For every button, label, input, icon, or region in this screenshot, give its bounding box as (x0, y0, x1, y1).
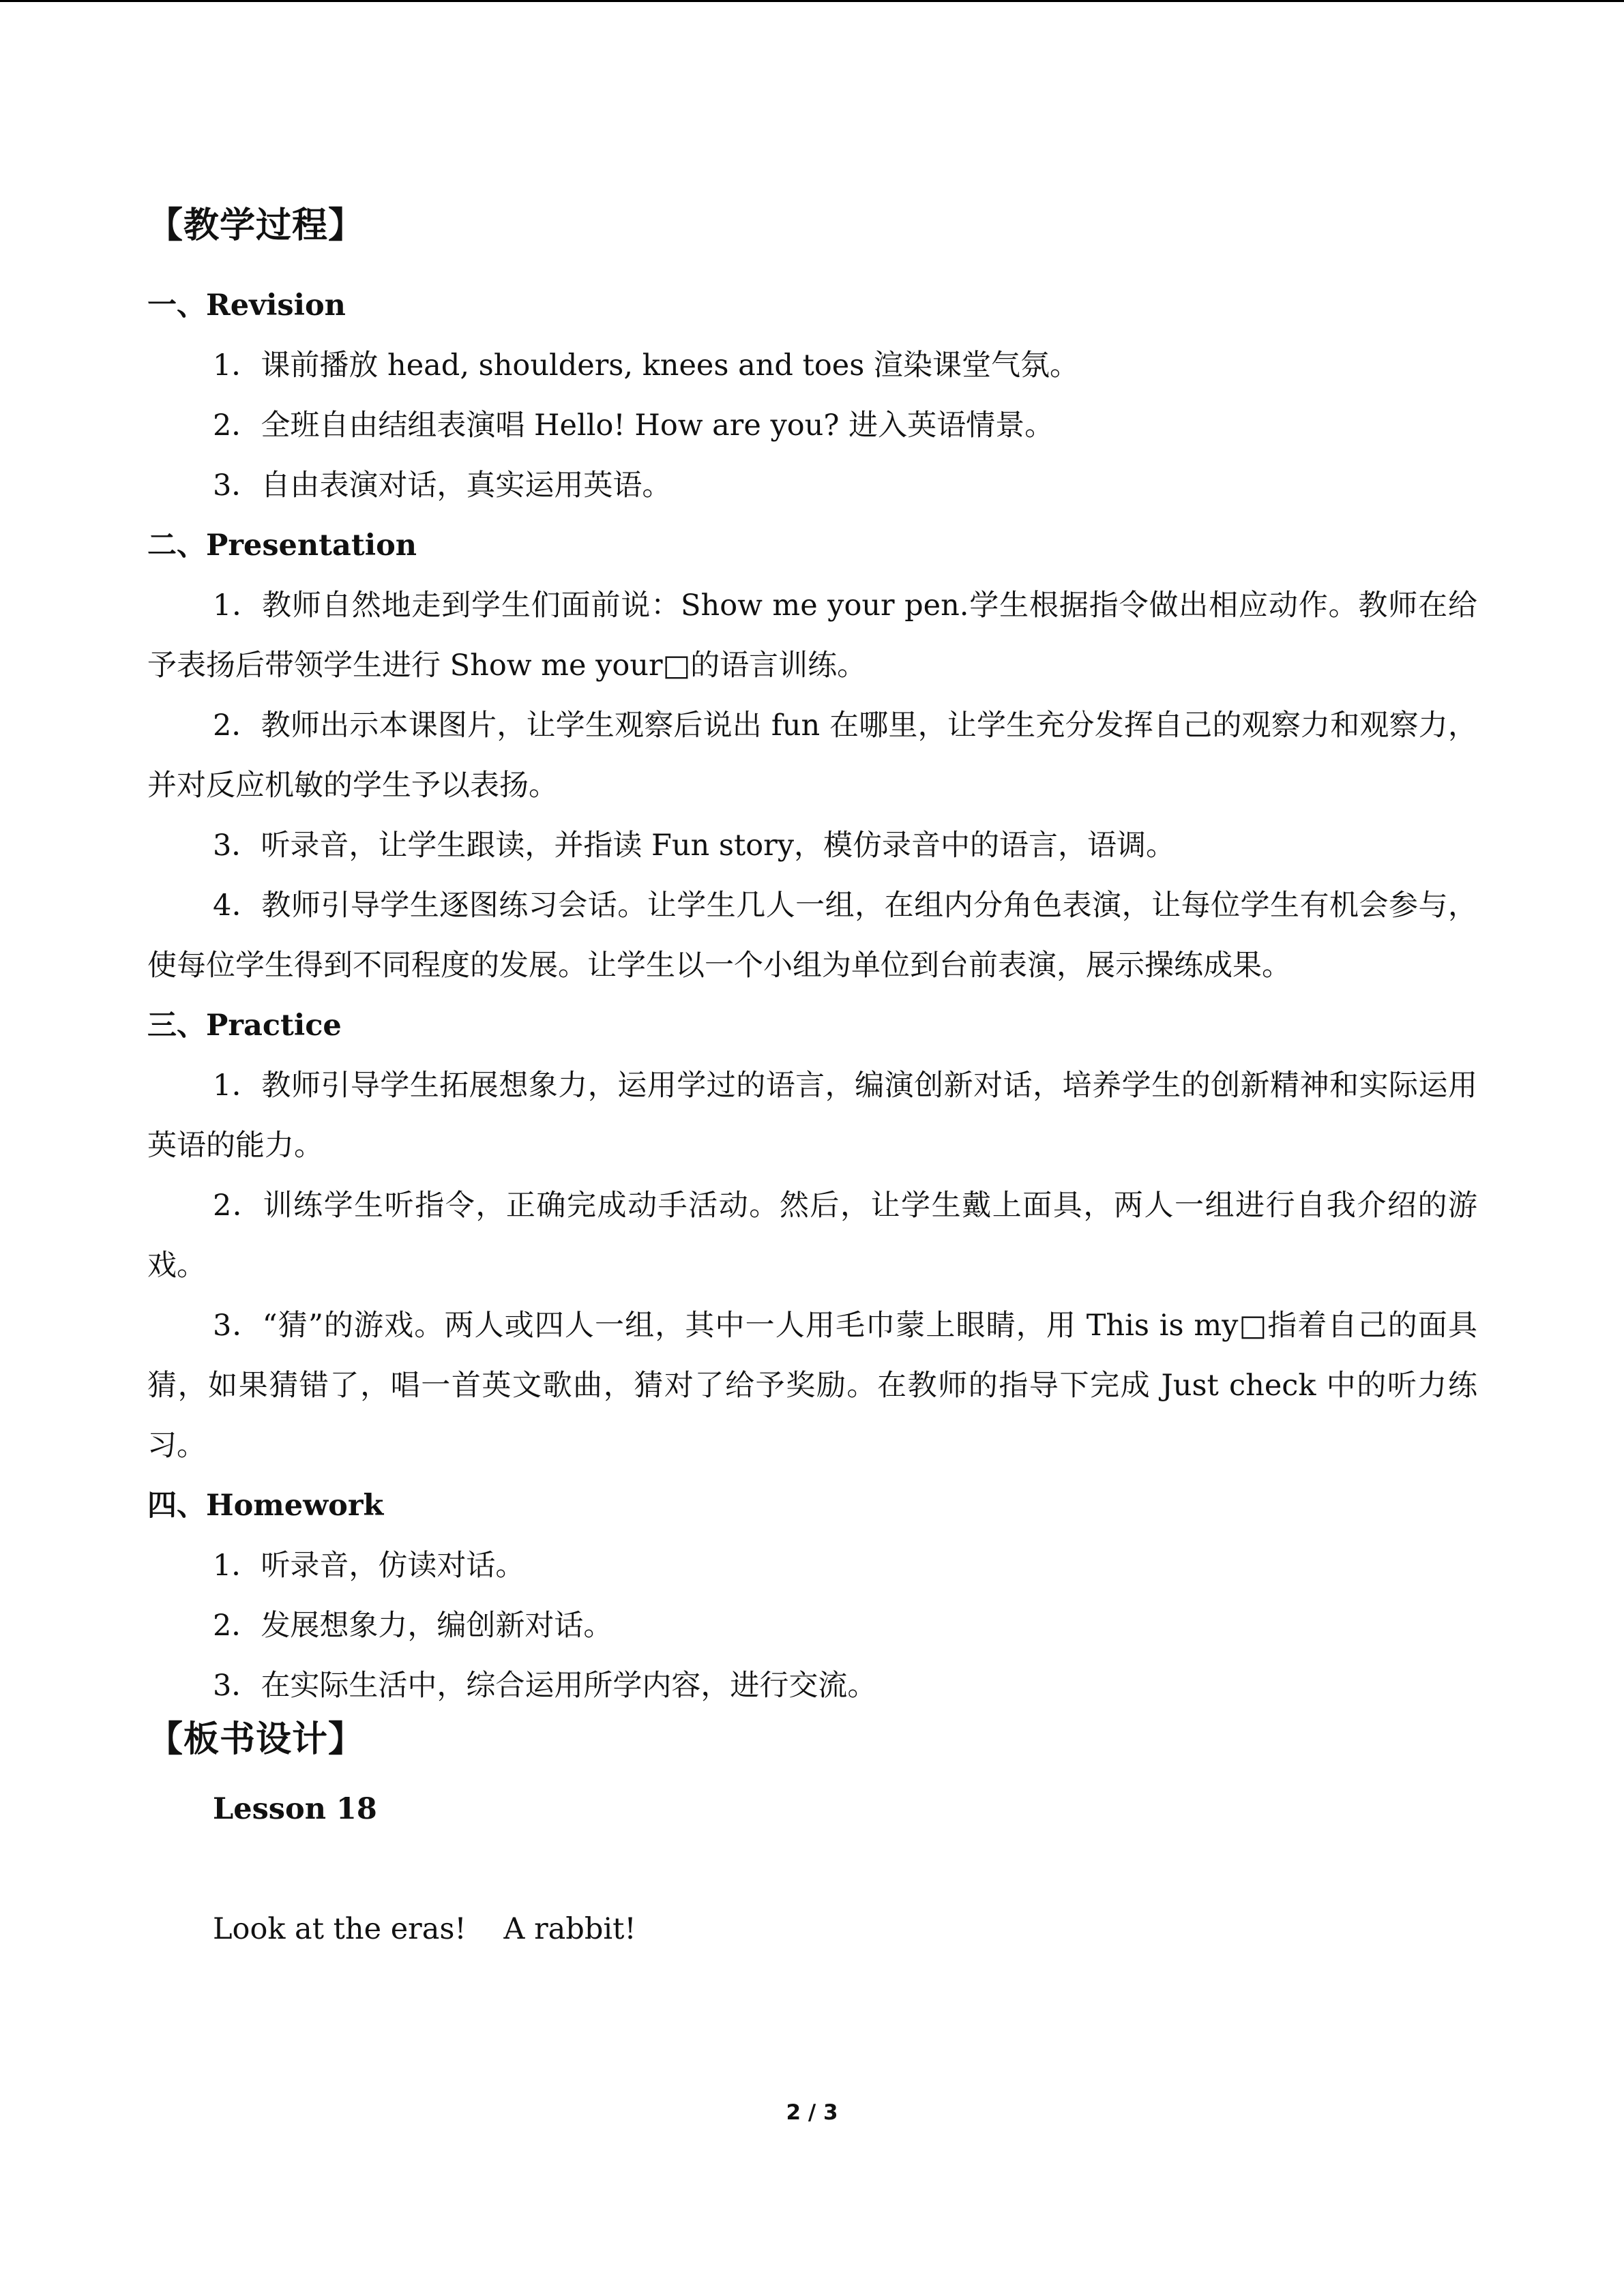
board-lesson-title: Lesson 18 (213, 1791, 377, 1826)
list-item: 2．发展想象力，编创新对话。 (213, 1609, 613, 1643)
list-item: 1．课前播放 head, shoulders, knees and toes 渲染课堂气氛。 (213, 348, 1079, 383)
section-practice (147, 996, 1477, 1476)
section-title: 二、Presentation (147, 528, 417, 563)
list-item: 3．在实际生活中，综合运用所学内容，进行交流。 (213, 1669, 877, 1703)
spacer (147, 1839, 1477, 1899)
list-item: 2．教师出示本课图片，让学生观察后说出 fun 在哪里，让学生充分发挥自己的观察力和观察力，并对反应机敏的学生予以表扬。 (147, 709, 1477, 803)
section-homework (147, 1476, 1477, 1716)
board-design (147, 1779, 1477, 1959)
section-title: 一、Revision (147, 288, 346, 323)
list-item: 2．训练学生听指令，正确完成动手活动。然后，让学生戴上面具，两人一组进行自我介绍的游戏。 (147, 1189, 1477, 1283)
page-number: 2 / 3 (786, 2100, 838, 2125)
list-item: 1．教师引导学生拓展想象力，运用学过的语言，编演创新对话，培养学生的创新精神和实际运用英语的能力。 (147, 1069, 1477, 1163)
section-title: 三、Practice (147, 1009, 342, 1043)
section-presentation (147, 516, 1477, 996)
list-item: 2．全班自由结组表演唱 Hello! How are you? 进入英语情景。 (213, 408, 1054, 443)
list-item: 3．听录音，让学生跟读，并指读 Fun story，模仿录音中的语言，语调。 (213, 829, 1175, 863)
spacer (147, 247, 1477, 275)
document-body (147, 205, 1477, 1959)
heading-teaching-process: 【教学过程】 (147, 205, 365, 246)
top-border-line (0, 0, 1624, 2)
list-item: 1．听录音，仿读对话。 (213, 1549, 525, 1583)
section-title: 四、Homework (147, 1489, 384, 1523)
list-item: 3．“猜”的游戏。两人或四人一组，其中一人用毛巾蒙上眼睛，用 This is my□指着自己的面具猜，如果猜错了，唱一首英文歌曲，猜对了给予奖励。在教师的指导下完成 Just check 中的听力练习。 (147, 1309, 1477, 1463)
section-revision (147, 275, 1477, 516)
heading-board-design: 【板书设计】 (147, 1719, 365, 1761)
list-item: 1．教师自然地走到学生们面前说：Show me your pen.学生根据指令做出相应动作。教师在给予表扬后带领学生进行 Show me your□的语言训练。 (147, 588, 1477, 683)
board-line: Look at the eras! A rabbit! (213, 1911, 636, 1946)
list-item: 3．自由表演对话，真实运用英语。 (213, 468, 672, 503)
list-item: 4．教师引导学生逐图练习会话。让学生几人一组，在组内分角色表演，让每位学生有机会参与，使每位学生得到不同程度的发展。让学生以一个小组为单位到台前表演，展示操练成果。 (147, 889, 1477, 983)
